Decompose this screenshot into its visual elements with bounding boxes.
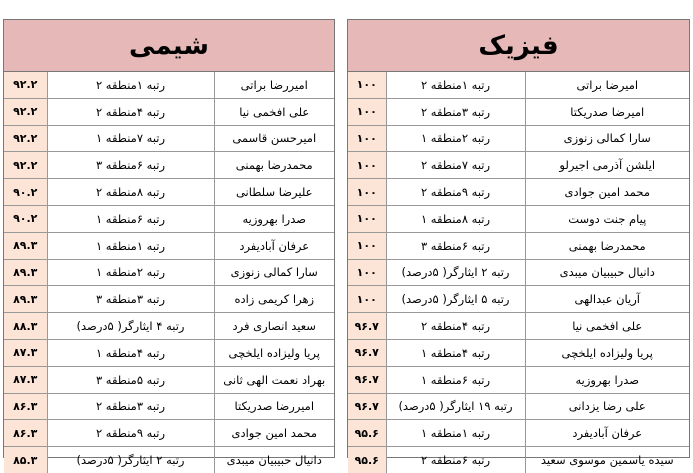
- student-name: علی افخمی نیا: [525, 313, 689, 340]
- rank-cell: رتبه ۳منطقه ۳: [47, 286, 214, 313]
- rank-cell: رتبه ۴منطقه ۱: [47, 339, 214, 366]
- student-name: علی رضا یزدانی: [525, 393, 689, 420]
- rank-cell: رتبه ۴منطقه ۲: [386, 313, 525, 340]
- student-name: صدرا بهروزیه: [214, 205, 334, 232]
- student-name: عرفان آبادیفرد: [214, 232, 334, 259]
- score-cell: ۸۷.۳: [4, 339, 47, 366]
- rank-cell: رتبه ۹منطقه ۲: [47, 420, 214, 447]
- student-name: سارا کمالی زنوزی: [525, 125, 689, 152]
- score-cell: ۱۰۰: [348, 179, 386, 206]
- table-row: [4, 393, 334, 420]
- rank-cell: رتبه ۱منطقه ۲: [386, 72, 525, 98]
- student-name: دانیال حبیبیان میبدی: [214, 447, 334, 473]
- table-row: [348, 125, 689, 152]
- rank-cell: رتبه ۶منطقه ۳: [386, 232, 525, 259]
- student-name: بهراد نعمت الهی ثانی: [214, 366, 334, 393]
- score-cell: ۹۶.۷: [348, 393, 386, 420]
- table-row: [4, 286, 334, 313]
- score-cell: ۱۰۰: [348, 72, 386, 98]
- student-name: امیررضا صدریکتا: [214, 393, 334, 420]
- score-cell: ۸۹.۳: [4, 286, 47, 313]
- student-name: محمدرضا بهمنی: [214, 152, 334, 179]
- table-row: [348, 259, 689, 286]
- table-row: [4, 259, 334, 286]
- student-name: محمدرضا بهمنی: [525, 232, 689, 259]
- rank-cell: رتبه ۳منطقه ۲: [47, 393, 214, 420]
- rank-cell: رتبه ۶منطقه ۱: [47, 205, 214, 232]
- student-name: امیرحسن قاسمی: [214, 125, 334, 152]
- score-cell: ۹۰.۲: [4, 179, 47, 206]
- table-row: [4, 232, 334, 259]
- score-cell: ۹۶.۷: [348, 366, 386, 393]
- table-row: [4, 313, 334, 340]
- table-row: [348, 447, 689, 473]
- table-row: [4, 125, 334, 152]
- score-cell: ۸۶.۳: [4, 393, 47, 420]
- table-row: [348, 313, 689, 340]
- score-cell: ۹۲.۲: [4, 125, 47, 152]
- student-name: علیرضا سلطانی: [214, 179, 334, 206]
- table-row: [348, 286, 689, 313]
- table-row: [348, 393, 689, 420]
- rank-cell: رتبه ۸منطقه ۲: [47, 179, 214, 206]
- student-name: امیررضا براتی: [214, 72, 334, 98]
- table-row: [4, 72, 334, 98]
- rank-cell: رتبه ۱۹ ایثارگر( ۵درصد): [386, 393, 525, 420]
- table-row: [348, 72, 689, 98]
- physics-table: [348, 72, 689, 473]
- table-row: [4, 152, 334, 179]
- table-row: [348, 366, 689, 393]
- score-cell: ۱۰۰: [348, 205, 386, 232]
- table-row: [348, 420, 689, 447]
- score-cell: ۸۹.۳: [4, 232, 47, 259]
- rank-cell: رتبه ۲منطقه ۱: [47, 259, 214, 286]
- rank-cell: رتبه ۱منطقه ۱: [47, 232, 214, 259]
- table-row: [4, 447, 334, 473]
- student-name: عرفان آبادیفرد: [525, 420, 689, 447]
- rank-cell: رتبه ۶منطقه ۳: [47, 152, 214, 179]
- table-row: [4, 98, 334, 125]
- score-cell: ۹۲.۲: [4, 152, 47, 179]
- table-row: [348, 339, 689, 366]
- table-row: [348, 179, 689, 206]
- score-cell: ۸۷.۳: [4, 366, 47, 393]
- rank-cell: رتبه ۳منطقه ۲: [386, 98, 525, 125]
- table-row: [348, 98, 689, 125]
- student-name: زهرا کریمی زاده: [214, 286, 334, 313]
- rank-cell: رتبه ۶منطقه ۱: [386, 366, 525, 393]
- student-name: پریا ولیزاده ایلخچی: [525, 339, 689, 366]
- rank-cell: رتبه ۵منطقه ۳: [47, 366, 214, 393]
- rank-cell: رتبه ۱منطقه ۱: [386, 420, 525, 447]
- rank-cell: رتبه ۶منطقه ۲: [386, 447, 525, 473]
- student-name: صدرا بهروزیه: [525, 366, 689, 393]
- rank-cell: رتبه ۹منطقه ۲: [386, 179, 525, 206]
- table-row: [4, 339, 334, 366]
- student-name: سیده یاسمین موسوی سعید: [525, 447, 689, 473]
- score-cell: ۱۰۰: [348, 232, 386, 259]
- student-name: سعید انصاری فرد: [214, 313, 334, 340]
- student-name: ایلشن آذرمی اجیرلو: [525, 152, 689, 179]
- score-cell: ۸۵.۳: [4, 447, 47, 473]
- rank-cell: رتبه ۲ ایثارگر( ۵درصد): [386, 259, 525, 286]
- student-name: پریا ولیزاده ایلخچی: [214, 339, 334, 366]
- score-cell: ۱۰۰: [348, 98, 386, 125]
- score-cell: ۹۶.۷: [348, 339, 386, 366]
- table-row: [348, 232, 689, 259]
- physics-title: فیزیک: [348, 20, 689, 72]
- score-cell: ۸۹.۳: [4, 259, 47, 286]
- score-cell: ۹۵.۶: [348, 447, 386, 473]
- student-name: محمد امین جوادی: [214, 420, 334, 447]
- rank-cell: رتبه ۴منطقه ۱: [386, 339, 525, 366]
- score-cell: ۱۰۰: [348, 259, 386, 286]
- student-name: امیرضا صدریکتا: [525, 98, 689, 125]
- table-row: [4, 179, 334, 206]
- score-cell: ۸۸.۳: [4, 313, 47, 340]
- student-name: پیام جنت دوست: [525, 205, 689, 232]
- rank-cell: رتبه ۴منطقه ۲: [47, 98, 214, 125]
- chemistry-table: [4, 72, 334, 473]
- table-row: [4, 420, 334, 447]
- chemistry-panel: [3, 19, 335, 468]
- table-row: [348, 152, 689, 179]
- student-name: علی افخمی نیا: [214, 98, 334, 125]
- physics-panel: [347, 19, 690, 468]
- chemistry-title: شیمی: [4, 20, 334, 72]
- rank-cell: رتبه ۲ ایثارگر( ۵درصد): [47, 447, 214, 473]
- rank-cell: رتبه ۴ ایثارگر( ۵درصد): [47, 313, 214, 340]
- student-name: سارا کمالی زنوزی: [214, 259, 334, 286]
- table-row: [4, 366, 334, 393]
- score-cell: ۹۲.۲: [4, 98, 47, 125]
- rank-cell: رتبه ۵ ایثارگر( ۵درصد): [386, 286, 525, 313]
- score-cell: ۱۰۰: [348, 125, 386, 152]
- rank-cell: رتبه ۷منطقه ۲: [386, 152, 525, 179]
- student-name: محمد امین جوادی: [525, 179, 689, 206]
- score-cell: ۱۰۰: [348, 152, 386, 179]
- score-cell: ۱۰۰: [348, 286, 386, 313]
- rank-cell: رتبه ۷منطقه ۱: [47, 125, 214, 152]
- score-cell: ۹۲.۲: [4, 72, 47, 98]
- rank-cell: رتبه ۱منطقه ۲: [47, 72, 214, 98]
- score-cell: ۹۶.۷: [348, 313, 386, 340]
- table-row: [348, 205, 689, 232]
- student-name: امیرضا براتی: [525, 72, 689, 98]
- score-cell: ۹۵.۶: [348, 420, 386, 447]
- table-row: [4, 205, 334, 232]
- rank-cell: رتبه ۸منطقه ۱: [386, 205, 525, 232]
- rank-cell: رتبه ۲منطقه ۱: [386, 125, 525, 152]
- score-cell: ۸۶.۳: [4, 420, 47, 447]
- student-name: دانیال حبیبیان میبدی: [525, 259, 689, 286]
- score-cell: ۹۰.۲: [4, 205, 47, 232]
- student-name: آریان عبدالهی: [525, 286, 689, 313]
